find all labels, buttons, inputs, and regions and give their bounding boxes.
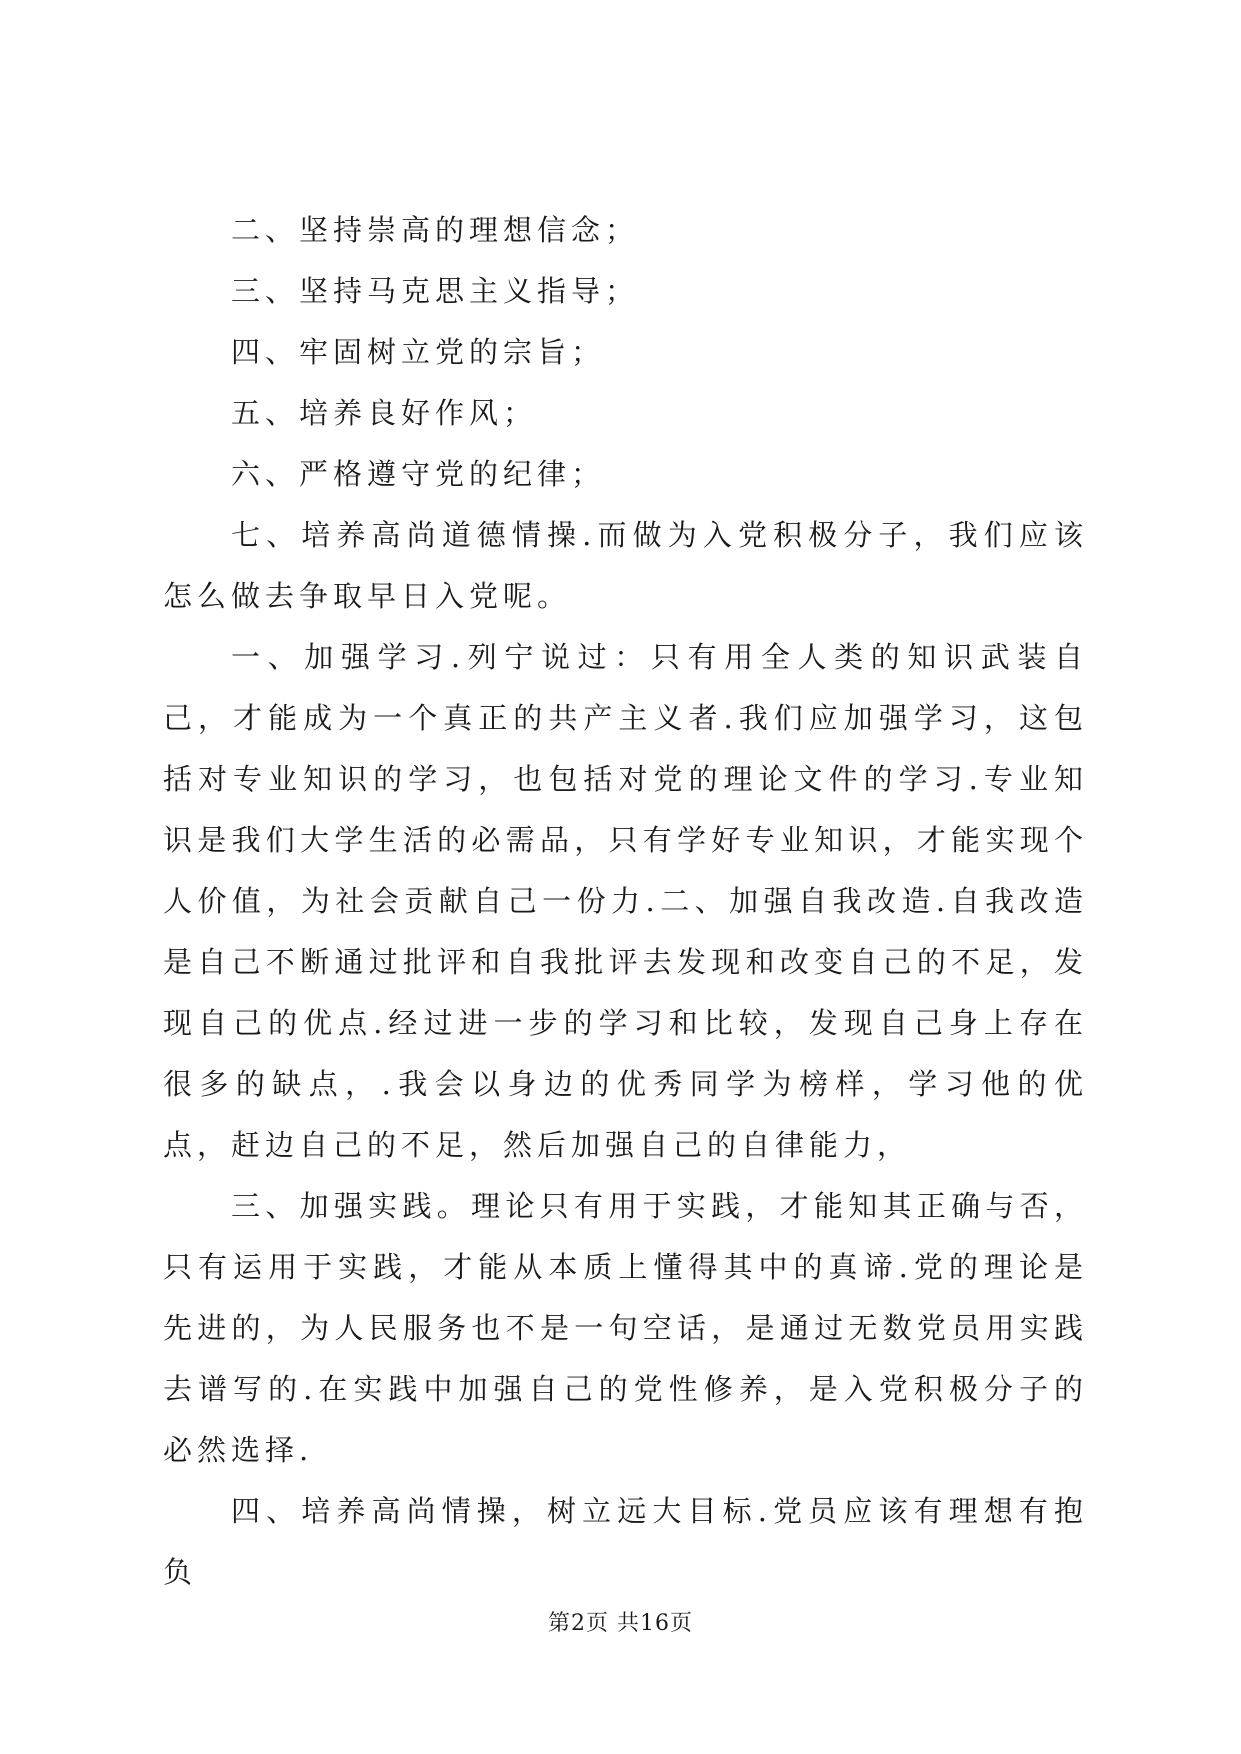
paragraph: 二、坚持崇高的理想信念；	[231, 213, 640, 247]
paragraph: 五、培养良好作风；	[231, 396, 538, 430]
paragraph: 三、加强实践。理论只有用于实践，才能知其正确与否，只有运用于实践，才能从本质上懂得其中的真谛.党的理论是先进的，为人民服务也不是一句空话，是通过无数党员用实践去谱写的.在实践中加强自己的党性修养，是入党积极分子的必然选择.	[163, 1189, 1088, 1467]
paragraph: 四、牢固树立党的宗旨；	[231, 335, 606, 369]
paragraph: 四、培养高尚情操，树立远大目标.党员应该有理想有抱负	[163, 1494, 1088, 1589]
paragraph: 一、加强学习.列宁说过：只有用全人类的知识武装自己，才能成为一个真正的共产主义者.我们应加强学习，这包括对专业知识的学习，也包括对党的理论文件的学习.专业知识是我们大学生活的必需品，只有学好专业知识，才能实现个人价值，为社会贡献自己一份力.二、加强自我改造.自我改造是自己不断通过批评和自我批评去发现和改变自己的不足，发现自己的优点.经过进一步的学习和比较，发现自己身上存在很多的缺点，.我会以身边的优秀同学为榜样，学习他的优点，赶边自己的不足，然后加强自己的自律能力，	[163, 640, 1088, 1162]
document-body	[163, 200, 1088, 1603]
paragraph: 三、坚持马克思主义指导；	[231, 274, 640, 308]
page-number-footer: 第2页 共16页	[548, 1611, 693, 1636]
paragraph: 七、培养高尚道德情操.而做为入党积极分子，我们应该怎么做去争取早日入党呢。	[163, 518, 1088, 613]
paragraph: 六、严格遵守党的纪律；	[231, 457, 606, 491]
